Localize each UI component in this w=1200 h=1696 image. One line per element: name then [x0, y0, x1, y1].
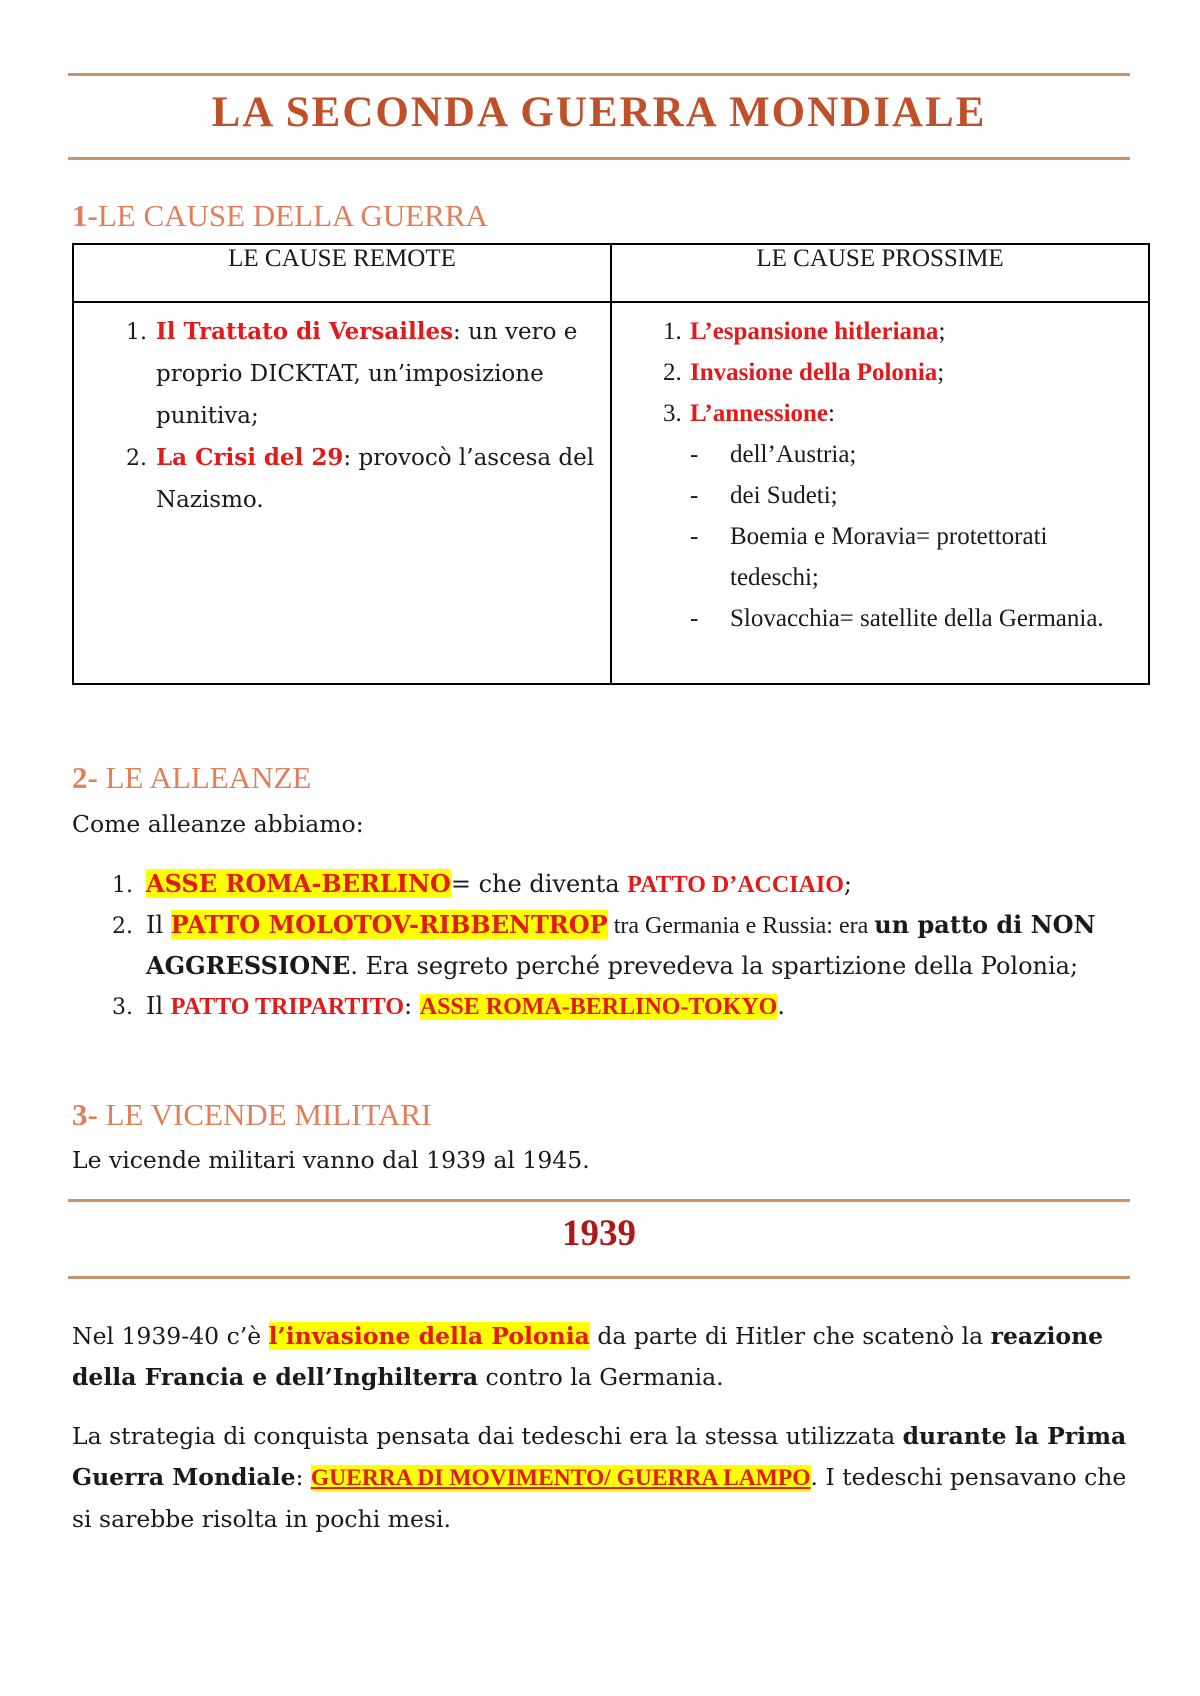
- list-item: 1. Il Trattato di Versailles: un vero e proprio DICKTAT, un’imposizione punitiva;: [154, 311, 604, 437]
- prossime-causes-list: [612, 311, 1148, 639]
- section-heading-cause: [72, 198, 488, 234]
- year-bottom-rule: [68, 1276, 1130, 1279]
- list-item: 1. L’espansione hitleriana;: [688, 311, 1142, 352]
- table-header-row: [73, 244, 1149, 302]
- list-item: 1. ASSE ROMA-BERLINO= che diventa PATTO D’ACCIAIO;: [140, 864, 1200, 905]
- vicende-intro: Le vicende militari vanno dal 1939 al 1945.: [72, 1146, 590, 1174]
- top-rule: [68, 73, 1130, 76]
- section-title: LE CAUSE DELLA GUERRA: [97, 198, 488, 233]
- section-number: 1-: [72, 198, 98, 233]
- paragraph-invasione: Nel 1939-40 c’è l’invasione della Polonia da parte di Hitler che scatenò la reazione della Francia e dell’Inghilterra contro la Germania.: [72, 1322, 1104, 1391]
- list-item: 2. La Crisi del 29: provocò l’ascesa del Nazismo.: [154, 437, 604, 521]
- section-title: LE VICENDE MILITARI: [97, 1097, 432, 1132]
- prossime-causes-cell: [611, 302, 1149, 684]
- sublist-item: - Slovacchia= satellite della Germania.: [690, 598, 1142, 639]
- list-item: 2. Il PATTO MOLOTOV-RIBBENTROP tra Germania e Russia: era un patto di NON AGGRESSIONE. Era segreto perché prevedeva la spartizione della Polonia;: [140, 905, 1200, 986]
- table-body-row: [73, 302, 1149, 684]
- section-number: 2-: [72, 760, 98, 795]
- section-heading-alleanze: [72, 760, 311, 796]
- column-header-prossime: LE CAUSE PROSSIME: [611, 244, 1149, 302]
- list-item: 3. L’annessione: - dell’Austria; - dei Sudeti; - Boemia e Moravia= protettorati tedeschi; - Slovacchia= satellite della Germania.: [688, 393, 1142, 639]
- alleanze-intro: Come alleanze abbiamo:: [72, 810, 364, 838]
- year-heading: 1939: [562, 1213, 636, 1254]
- causes-table: [72, 243, 1150, 685]
- section-title: LE ALLEANZE: [97, 760, 312, 795]
- alleanze-list: [72, 864, 1200, 1027]
- remote-causes-list: [74, 311, 610, 521]
- list-item: 2. Invasione della Polonia;: [688, 352, 1142, 393]
- year-top-rule: [68, 1199, 1130, 1202]
- remote-causes-cell: [73, 302, 611, 684]
- title-bottom-rule: [68, 157, 1130, 160]
- sublist-item: - Boemia e Moravia= protettorati tedeschi;: [690, 516, 1142, 598]
- document-title: LA SECONDA GUERRA MONDIALE: [211, 89, 987, 136]
- list-item: 3. Il PATTO TRIPARTITO: ASSE ROMA-BERLINO-TOKYO.: [140, 986, 1200, 1027]
- paragraph-strategia: La strategia di conquista pensata dai tedeschi era la stessa utilizzata durante la Prima Guerra Mondiale: GUERRA DI MOVIMENTO/ GUERRA LAMPO. I tedeschi pensavano che si sarebbe risolta in pochi mesi.: [72, 1422, 1127, 1533]
- sublist-item: - dell’Austria;: [690, 434, 1142, 475]
- section-number: 3-: [72, 1097, 98, 1132]
- section-heading-vicende: [72, 1097, 431, 1133]
- sublist-item: - dei Sudeti;: [690, 475, 1142, 516]
- annessione-sublist: [690, 434, 1142, 639]
- column-header-remote: LE CAUSE REMOTE: [73, 244, 611, 302]
